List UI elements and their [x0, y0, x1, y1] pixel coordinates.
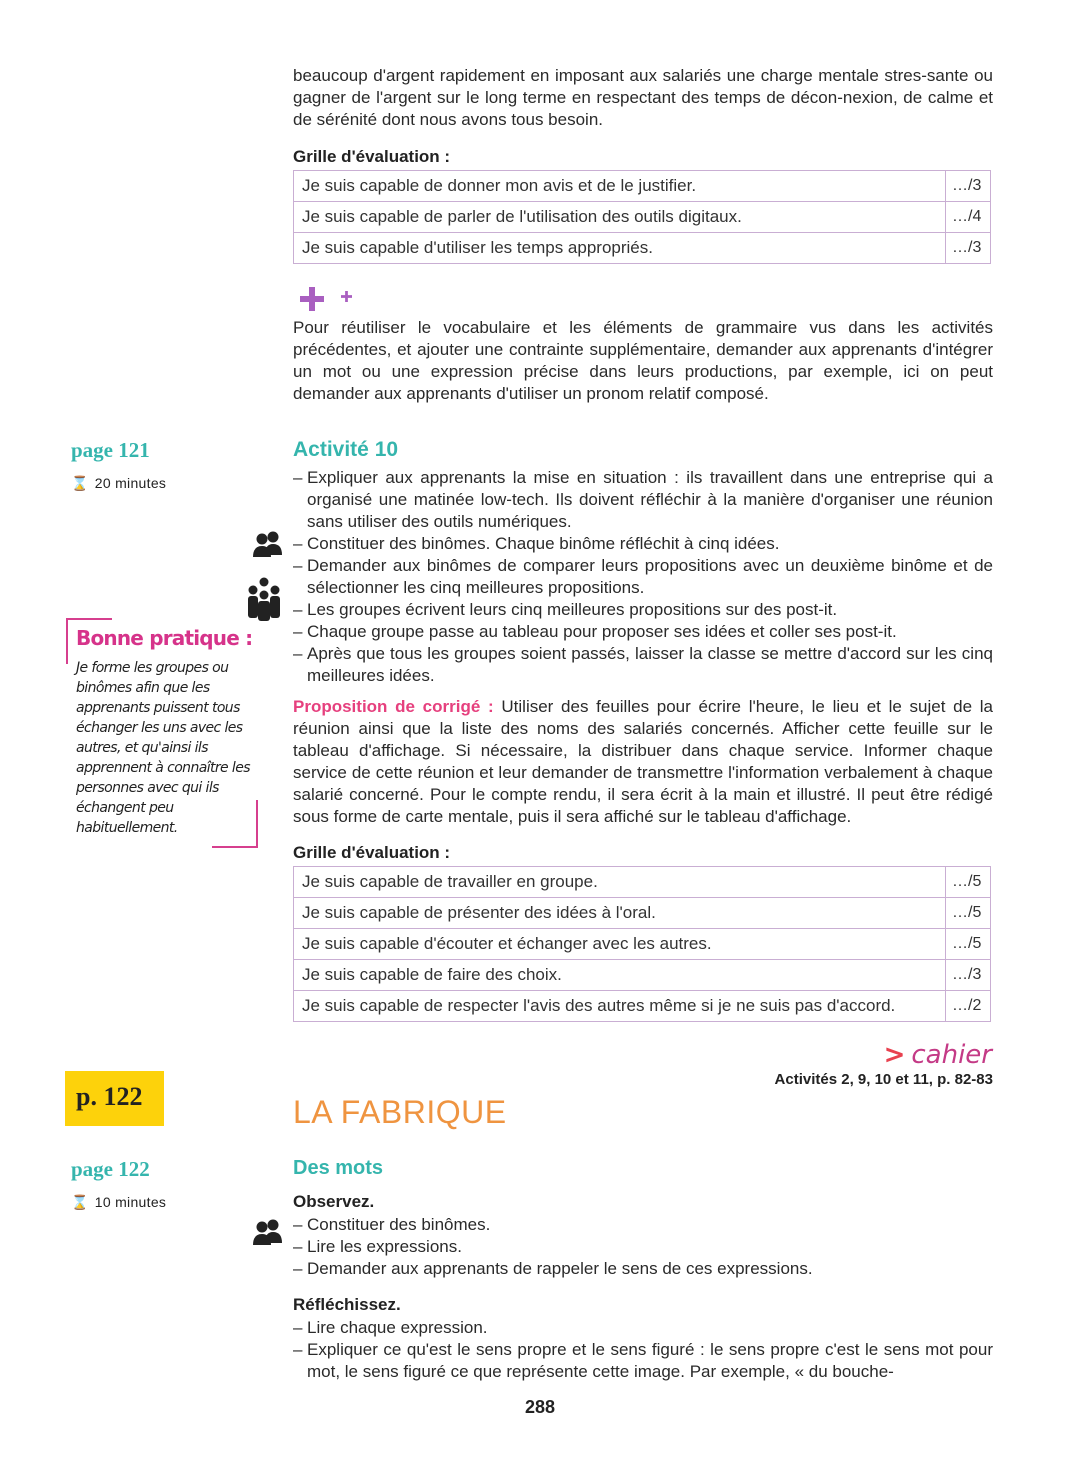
- score-cell: …/4: [946, 202, 991, 233]
- pair-work-icon: [252, 531, 284, 557]
- duration-text: 20 minutes: [94, 475, 167, 491]
- hourglass-icon: ⌛: [71, 475, 89, 491]
- activity-title: Activité 10: [293, 438, 399, 461]
- table-row: [294, 960, 991, 991]
- list-item: – Demander aux apprenants de rappeler le sens de ces expressions.: [293, 1258, 993, 1280]
- list-item: – Après que tous les groupes soient passés, laisser la classe se mettre d'accord sur les cinq meilleures idées.: [293, 643, 993, 687]
- grid2-title: Grille d'évaluation :: [293, 843, 451, 862]
- observez-steps: [293, 1214, 993, 1280]
- table-row: [294, 202, 991, 233]
- cahier-label: cahier: [911, 1040, 992, 1070]
- criterion-cell: Je suis capable de faire des choix.: [294, 960, 946, 991]
- criterion-cell: Je suis capable de travailler en groupe.: [294, 867, 946, 898]
- table-row: [294, 867, 991, 898]
- page-number: 288: [524, 1397, 556, 1417]
- observez-title: Observez.: [293, 1192, 375, 1211]
- table-row: [294, 171, 991, 202]
- bonne-pratique-title: Bonne pratique :: [76, 626, 253, 650]
- list-item: – Expliquer aux apprenants la mise en situation : ils travaillent dans une entreprise qui a organisé une matinée low-tech. Ils doivent réfléchir à la manière d'organiser une réunion sans utiliser des outils numériques.: [293, 467, 993, 533]
- side-page-ref: page 122: [71, 1157, 150, 1181]
- page-tag: [65, 1071, 164, 1126]
- criterion-cell: Je suis capable de parler de l'utilisation des outils digitaux.: [294, 202, 946, 233]
- list-item: – Les groupes écrivent leurs cinq meilleures propositions sur des post-it.: [293, 599, 993, 621]
- chevron-right-icon: >: [883, 1040, 906, 1070]
- plus-icon: [300, 287, 324, 311]
- correction-paragraph: [293, 696, 993, 828]
- plus-section-text: Pour réutiliser le vocabulaire et les éléments de grammaire vus dans les activités précédentes, et ajouter une contrainte supplémentaire, demander aux apprenants d'intégrer un mot ou une expression précise dans leurs productions, par exemple, ici on peut demander aux apprenants d'utiliser un pronom relatif composé.: [293, 318, 993, 403]
- side-duration: [71, 1194, 166, 1211]
- criterion-cell: Je suis capable de respecter l'avis des autres même si je ne suis pas d'accord.: [294, 991, 946, 1022]
- bonne-pratique-box: [66, 618, 258, 848]
- table-row: [294, 898, 991, 929]
- page-tag-text: p. 122: [76, 1082, 143, 1111]
- intro-paragraph: beaucoup d'argent rapidement en imposant aux salariés une charge mentale stres-sante ou gagner de l'argent sur le long terme en respectant des temps de décon-nexion, de calme et de sérénité dont nous avons tous besoin.: [293, 66, 993, 129]
- criterion-cell: Je suis capable d'écouter et échanger avec les autres.: [294, 929, 946, 960]
- section-title: LA FABRIQUE: [293, 1094, 507, 1130]
- score-cell: …/3: [946, 960, 991, 991]
- grid1-title: Grille d'évaluation :: [293, 147, 451, 166]
- table-row: [294, 233, 991, 264]
- bonne-pratique-text: Je forme les groupes ou binômes afin que les apprenants puissent tous échanger les uns avec les autres, et qu'ainsi ils apprennent à connaître les personnes avec qui ils échangent peu habituellement.: [76, 660, 250, 836]
- pair-work-icon: [252, 1219, 284, 1245]
- table-row: [294, 929, 991, 960]
- score-cell: …/3: [946, 233, 991, 264]
- cahier-link: [884, 1040, 992, 1070]
- criterion-cell: Je suis capable d'utiliser les temps appropriés.: [294, 233, 946, 264]
- score-cell: …/5: [946, 898, 991, 929]
- table-row: [294, 991, 991, 1022]
- list-item: – Demander aux binômes de comparer leurs propositions avec un deuxième binôme et de sélectionner les cinq meilleures propositions.: [293, 555, 993, 599]
- small-plus-icon: [341, 291, 352, 302]
- group-work-icon: [247, 577, 281, 621]
- hourglass-icon: ⌛: [71, 1194, 89, 1210]
- score-cell: …/5: [946, 867, 991, 898]
- list-item: – Chaque groupe passe au tableau pour proposer ses idées et coller ses post-it.: [293, 621, 993, 643]
- list-item: – Constituer des binômes. Chaque binôme réfléchit à cinq idées.: [293, 533, 993, 555]
- correction-text: Utiliser des feuilles pour écrire l'heure, le lieu et le sujet de la réunion ainsi que la liste des noms des salariés concernés. Afficher cette feuille sur le tableau d'affichage. Si nécessaire, la distribuer dans chaque service. Informer chaque service de cette réunion et leur demander de transmettre l'information verbalement à chaque salarié concerné. Pour le compte rendu, il sera écrit à la main et illustré. Il peut être rédigé sous forme de carte mentale, puis il sera affiché sur le tableau d'affichage.: [293, 697, 993, 826]
- side-page-ref: page 121: [71, 438, 150, 462]
- side-duration: [71, 475, 166, 492]
- correction-label: Proposition de corrigé :: [293, 697, 494, 716]
- list-item: – Lire chaque expression.: [293, 1317, 993, 1339]
- activity-steps: [293, 467, 993, 687]
- reflechissez-title: Réfléchissez.: [293, 1295, 401, 1314]
- score-cell: …/2: [946, 991, 991, 1022]
- evaluation-grid-1: [293, 170, 991, 264]
- list-item: – Lire les expressions.: [293, 1236, 993, 1258]
- subsection-title: Des mots: [293, 1157, 384, 1179]
- evaluation-grid-2: [293, 866, 991, 1022]
- list-item: – Expliquer ce qu'est le sens propre et le sens figuré : le sens propre c'est le sens mot pour mot, le sens figuré ce que représente cette image. Par exemple, « du bouche-: [293, 1339, 993, 1383]
- criterion-cell: Je suis capable de présenter des idées à l'oral.: [294, 898, 946, 929]
- criterion-cell: Je suis capable de donner mon avis et de le justifier.: [294, 171, 946, 202]
- cahier-reference: Activités 2, 9, 10 et 11, p. 82-83: [774, 1071, 993, 1088]
- list-item: – Constituer des binômes.: [293, 1214, 993, 1236]
- score-cell: …/3: [946, 171, 991, 202]
- duration-text: 10 minutes: [94, 1194, 167, 1210]
- score-cell: …/5: [946, 929, 991, 960]
- reflechissez-steps: [293, 1317, 993, 1383]
